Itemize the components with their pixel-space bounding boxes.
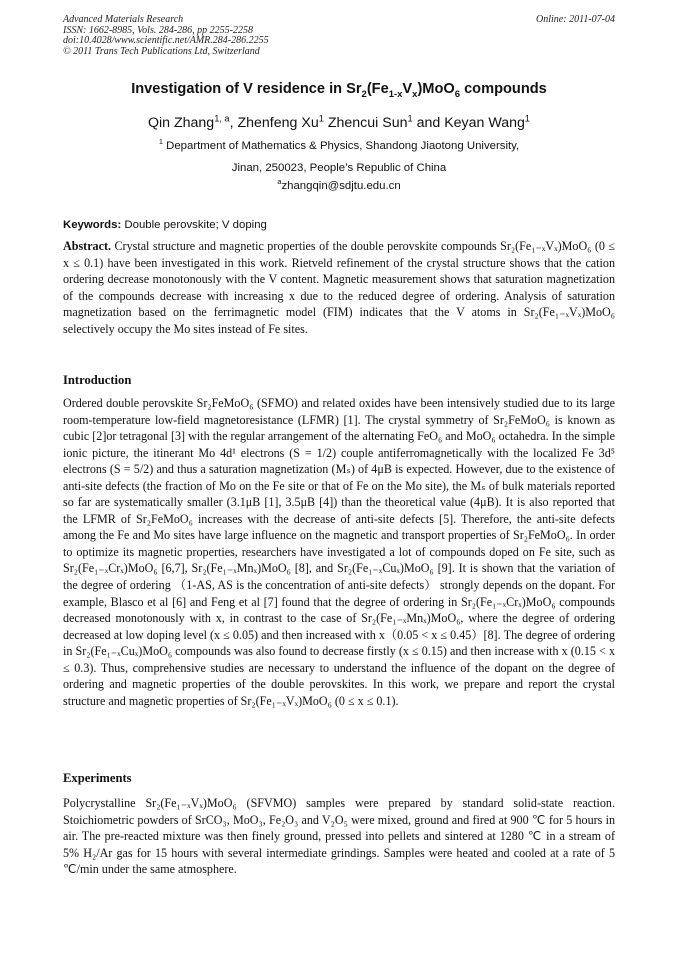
affiliation-line-2: Jinan, 250023, People’s Republic of China [231, 162, 447, 174]
abstract [63, 238, 615, 337]
author-name: Qin Zhang [147, 115, 215, 131]
author-email: $^a$zhangqin@sdjtu.edu.cn [277, 177, 401, 192]
journal-copyright: © 2011 Trans Tech Publications Ltd, Switzerland [63, 45, 260, 57]
affiliation-line-1: $^1$ Department of Mathematics & Physics, Shandong Jiaotong University, [158, 137, 520, 152]
abstract-text: Crystal structure and magnetic properties of the double perovskite compounds Sr₂(Fe₁₋ₓVₓ)MoO₆ (0 ≤ x ≤ 0.1) have been investigated in this work. Rietveld refinement of the crystal structure shows that the cation ordering decrease monotonously with the V content. Magnetic measurement shows that saturation magnetization of the compounds decrease with increasing x due to the reduced degree of ordering. Analysis of saturation magnetization based on the ferrimagnetic model (FIM) indicates that the V atoms in Sr₂(Fe₁₋ₓVₓ)MoO₆ selectively occupy the Mo sites instead of Fe sites. [63, 239, 615, 336]
journal-issn: ISSN: 1662-8985, Vols. 284-286, pp 2255-2258 [63, 24, 253, 36]
journal-header [63, 15, 615, 57]
keywords: Keywords: Double perovskite; V doping [63, 219, 267, 231]
abstract-label: Abstract. [63, 239, 112, 253]
author-list: Qin Zhang$^{1, a}$, Zhenfeng Xu$^1$ Zhencui Sun$^1$ and Keyan Wang$^1$ [147, 113, 531, 131]
author-name: Zhenfeng Xu [237, 115, 319, 131]
journal-doi: doi:10.4028/www.scientific.net/AMR.284-286.2255 [63, 35, 269, 46]
introduction-heading: Introduction [63, 373, 132, 387]
author-name: Keyan Wang [444, 115, 525, 131]
experiments-heading: Experiments [63, 771, 132, 785]
experiments-text: Polycrystalline Sr₂(Fe₁₋ₓVₓ)MoO₆ (SFVMO) samples were prepared by standard solid-state reaction. Stoichiometric powders of SrCO₃, MoO₃, Fe₂O₃ and V₂O₅ were mixed, ground and fired at 900 ℃ for 5 hours in air. The pre-reacted mixture was then finely ground, pressed into pellets and sintered at 1280 ℃ in a stream of 5% H₂/Ar gas for 15 hours with several intermediate grindings. Samples were heated and cooled at a rate of 5 ℃/min under the same atmosphere. [63, 796, 615, 877]
author-name: Zhencui Sun [327, 115, 408, 131]
paper-title: Investigation of V residence in $Sr_2(Fe_{1-x}V_x)MoO_6$ compounds [131, 81, 547, 100]
online-date: Online: 2011-07-04 [536, 14, 615, 25]
introduction-text: Ordered double perovskite Sr₂FeMoO₆ (SFMO) and related oxides have been intensively studied due to its large room-temperature low-field magnetoresistance (LFMR) [1]. The crystal symmetry of Sr₂FeMoO₆ is known as cubic [2]or tetragonal [3] with the regular arrangement of the alternating FeO₆ and MoO₆ octahedra. In the simple ionic picture, the itinerant Mo 4d¹ electrons (S = 1/2) couple antiferromagnetically with the localized Fe 3d⁵ electrons (S = 5/2) and thus a saturation magnetization (Mₛ) of 4μB is expected. However, due to the existence of anti-site defects (the fraction of Mo on the Fe site or that of Fe on the Mo site), the Mₛ of bulk materials reported so far are systematically smaller (3.1μB [1], 3.5μB [4]) than the theoretical value (4μB). It is also reported that the LFMR of Sr₂FeMoO₆ increases with the decrease of anti-site defects [5]. Therefore, the anti-site defects among the Fe and Mo sites have large influence on the magnetic and transport properties of Sr₂FeMoO₆. In order to optimize its magnetic properties, researchers have investigated a lot of compounds doped on Fe site, such as Sr₂(Fe₁₋ₓCrₓ)MoO₆ [6,7], Sr₂(Fe₁₋ₓMnₓ)MoO₆ [8], and Sr₂(Fe₁₋ₓCuₓ)MoO₆ [9]. It is shown that the variation of the degree of ordering （1-AS, AS is the concentration of anti-site defects） strongly depends on the dopant. For example, Blasco et al [6] and Feng et al [7] found that the degree of ordering in Sr₂(Fe₁₋ₓCrₓ)MoO₆ compounds decreased monotonously with x, in contrast to the case of Sr₂(Fe₁₋ₓMnₓ)MoO₆, where the degree of ordering decreased at low doping level (x ≤ 0.05) and then increased with x（0.05 < x ≤ 0.45）[8]. The degree of ordering in Sr₂(Fe₁₋ₓCuₓ)MoO₆ compounds was also found to decrease firstly (x ≤ 0.15) and then increase with x (0.15 < x ≤ 0.3). Thus, comprehensive studies are necessary to understand the influence of the dopant on the degree of ordering and magnetic properties of the double perovskites. In this work, we prepare and report the crystal structure and magnetic properties of Sr₂(Fe₁₋ₓVₓ)MoO₆ (0 ≤ x ≤ 0.1). [63, 396, 615, 708]
journal-name: Advanced Materials Research [63, 14, 184, 25]
